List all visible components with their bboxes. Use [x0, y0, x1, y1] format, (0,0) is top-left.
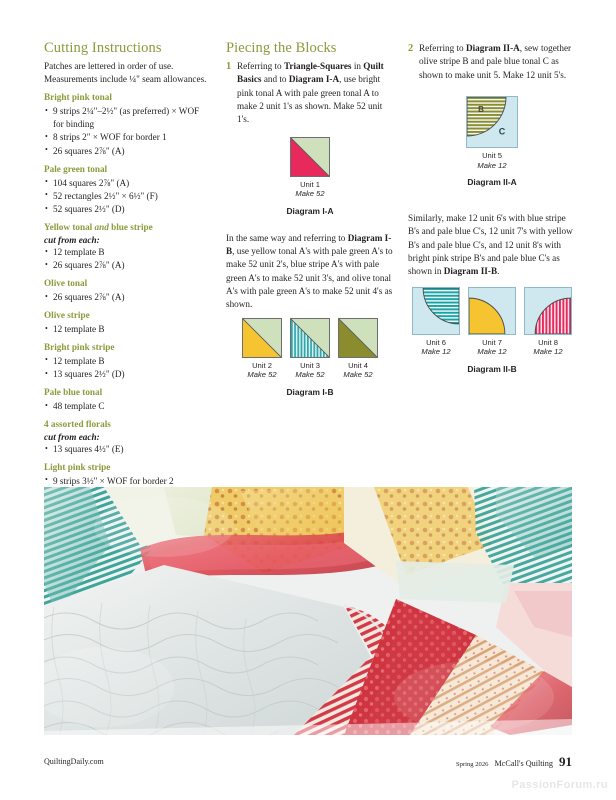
- diagram-II-A-units: [408, 96, 576, 170]
- fabric-group-heading: Olive tonal: [44, 278, 88, 289]
- diagram-unit: [524, 287, 572, 357]
- diagram-II-A-title: Diagram II-A: [467, 177, 517, 187]
- footer-issue: Spring 2026: [456, 761, 489, 768]
- fabric-group-heading: Bright pink tonal: [44, 92, 112, 103]
- cut-list-item: • 48 template C: [44, 400, 212, 413]
- cutting-groups-list: [44, 92, 212, 488]
- unit-name: Unit 7: [482, 337, 502, 347]
- diagram-unit: [338, 318, 378, 380]
- diagram-I-B-title: Diagram I-B: [286, 386, 334, 397]
- step-1-text: [237, 61, 384, 124]
- body-text: and to: [261, 74, 289, 85]
- unit-label: [290, 180, 330, 199]
- fabric-group-heading: 4 assorted florals: [44, 419, 111, 430]
- unit-name: Unit 6: [426, 337, 446, 347]
- fabric-cut-list: [44, 323, 212, 336]
- unit-label: [290, 361, 330, 380]
- diagram-unit: [290, 137, 330, 199]
- unit-name: Unit 2: [252, 360, 272, 370]
- diagram-unit: [290, 318, 330, 380]
- step-2-text: [419, 43, 571, 80]
- unit-make-count: Make 52: [247, 370, 277, 380]
- svg-text:C: C: [498, 126, 506, 137]
- body-text: , use bright pink tonal A with pale green tonal A to make 2 unit 1's as shown. Make 52 unit 1's.: [237, 74, 383, 125]
- triangle-square-diagram: [338, 318, 378, 358]
- fabric-cut-list: [44, 355, 212, 381]
- curved-unit-diagram: [468, 287, 516, 335]
- diagram-I-B-units: [226, 318, 394, 380]
- triangle-square-diagram: [290, 318, 330, 358]
- diagram-unit: [466, 96, 518, 170]
- emphasis-text: Diagram I-A: [288, 74, 340, 85]
- unit-label: [242, 361, 282, 380]
- unit-assembly-paragraph: [408, 212, 576, 279]
- fabric-cut-list: [44, 400, 212, 413]
- body-text: Referring to: [419, 43, 466, 53]
- cut-list-item: • 8 strips 2" × WOF for border 1: [44, 131, 212, 144]
- cut-list-item: • 26 squares 2⅞" (A): [44, 259, 212, 272]
- cut-list-item: • 9 strips 2¼"–2½" (as preferred) × WOF for binding: [44, 105, 212, 131]
- piecing-paragraph-2: [226, 232, 394, 312]
- cut-list-item: • 9 strips 3½" × WOF for border 2: [44, 475, 212, 488]
- emphasis-text: Quilt Basics: [237, 61, 384, 85]
- fabric-cut-list: [44, 177, 212, 217]
- cutting-intro-text: Patches are lettered in order of use. Measurements include ¼" seam allowances.: [44, 61, 207, 85]
- fabric-group-heading: Yellow tonal and blue stripe: [44, 222, 153, 233]
- step-2: [408, 42, 576, 82]
- unit-make-count: Make 52: [295, 370, 325, 380]
- unit-name: Unit 4: [348, 360, 368, 370]
- fabric-cut-list: [44, 475, 212, 488]
- body-text: , sew together olive stripe B and pale blue tonal C as shown to make unit 5. Make 12 unit 5's.: [419, 43, 572, 80]
- cut-list-item: • 13 squares 2½" (D): [44, 368, 212, 381]
- unit-make-count: Make 12: [421, 347, 451, 357]
- page-number: 91: [559, 754, 572, 769]
- unit-name: Unit 3: [300, 360, 320, 370]
- body-text: in: [351, 61, 364, 71]
- diagram-II-A: [408, 96, 576, 187]
- footer-meta: [456, 754, 572, 770]
- fabric-group-heading: Olive stripe: [44, 310, 90, 321]
- unit-label: [338, 361, 378, 380]
- cut-list-item: • 12 template B: [44, 246, 212, 259]
- piecing-blocks-heading: Piecing the Blocks: [226, 40, 337, 56]
- body-text: In the same way and referring to: [226, 232, 348, 243]
- cut-list-item: • 104 squares 2⅞" (A): [44, 177, 212, 190]
- curved-unit-diagram: [466, 96, 518, 148]
- fabric-group-heading: Pale green tonal: [44, 163, 108, 174]
- diagram-I-A-title: Diagram I-A: [286, 205, 334, 216]
- three-column-layout: [44, 40, 576, 488]
- unit-make-count: Make 12: [477, 347, 507, 357]
- cut-list-item: • 52 squares 2½" (D): [44, 203, 212, 216]
- step-1-number: 1: [226, 61, 232, 72]
- column-unit-assembly: [408, 40, 576, 488]
- cutting-instructions-heading: Cutting Instructions: [44, 40, 162, 56]
- body-text: , use yellow tonal A's with pale green A's to make 52 unit 2's, blue stripe A's with pale green A's to make 52 unit 3's, and olive tonal A's with pale green A's to make 52 unit 4's as shown.: [226, 246, 393, 310]
- fabric-cut-list: [44, 443, 212, 456]
- unit-make-count: Make 52: [343, 370, 373, 380]
- footer-magazine-title: McCall's Quilting: [494, 759, 553, 768]
- unit-make-count: Make 52: [295, 189, 325, 199]
- cut-list-item: • 13 squares 4½" (E): [44, 443, 212, 456]
- diagram-unit: [242, 318, 282, 380]
- diagram-I-A: [226, 137, 394, 216]
- diagram-unit: [412, 287, 460, 357]
- cut-list-item: • 26 squares 2⅞" (A): [44, 145, 212, 158]
- unit-label: [466, 151, 518, 170]
- column-cutting-instructions: [44, 40, 212, 488]
- triangle-square-diagram: [242, 318, 282, 358]
- diagram-I-A-units: [226, 137, 394, 199]
- quilt-photograph: [44, 487, 572, 735]
- cut-list-item: • 52 rectangles 2½" × 6½" (F): [44, 190, 212, 203]
- unit-name: Unit 5: [482, 151, 502, 161]
- diagram-II-B-title: Diagram II-B: [467, 363, 517, 374]
- unit-label: [524, 338, 572, 357]
- cut-list-item: • 12 template B: [44, 323, 212, 336]
- curved-unit-diagram: [524, 287, 572, 335]
- body-text: Referring to: [237, 61, 284, 71]
- svg-text:B: B: [478, 105, 484, 115]
- diagram-unit: [468, 287, 516, 357]
- watermark: PassionForum.ru: [511, 779, 608, 791]
- unit-name: Unit 8: [538, 337, 558, 347]
- diagram-II-B: [408, 287, 576, 374]
- emphasis-text: Diagram II-A: [465, 43, 520, 53]
- fabric-group-heading: Bright pink stripe: [44, 342, 115, 353]
- emphasis-text: Diagram I-B: [226, 232, 392, 257]
- cut-list-item: • 12 template B: [44, 355, 212, 368]
- unit-label: [468, 338, 516, 357]
- triangle-square-diagram: [290, 137, 330, 177]
- diagram-I-B: [226, 318, 394, 397]
- curved-unit-diagram: [412, 287, 460, 335]
- emphasis-text: Diagram II-B: [443, 266, 498, 277]
- body-text: .: [497, 266, 500, 277]
- cut-from-each-note: cut from each:: [44, 432, 100, 442]
- step-2-number: 2: [408, 43, 414, 54]
- unit-make-count: Make 12: [477, 160, 507, 170]
- fabric-cut-list: [44, 246, 212, 272]
- step-1: [226, 60, 394, 127]
- fabric-group-heading: Pale blue tonal: [44, 387, 103, 398]
- unit-name: Unit 1: [300, 179, 320, 189]
- cut-list-item: • 26 squares 2⅞" (A): [44, 291, 212, 304]
- column-piecing-blocks: [226, 40, 394, 488]
- fabric-group-heading: Light pink stripe: [44, 461, 111, 472]
- fabric-cut-list: [44, 291, 212, 304]
- footer-website[interactable]: QuiltingDaily.com: [44, 757, 104, 766]
- cut-from-each-note: cut from each:: [44, 235, 100, 246]
- fabric-cut-list: [44, 105, 212, 158]
- body-text: Similarly, make 12 unit 6's with blue stripe B's and pale blue C's, 12 unit 7's with yellow B's and pale blue C's, and 12 unit 8's with bright pink stripe B's and pale blue C's as shown in: [408, 213, 573, 277]
- unit-make-count: Make 12: [533, 347, 563, 357]
- unit-label: [412, 338, 460, 357]
- emphasis-text: Triangle-Squares: [283, 61, 352, 71]
- diagram-II-B-units: [408, 287, 576, 357]
